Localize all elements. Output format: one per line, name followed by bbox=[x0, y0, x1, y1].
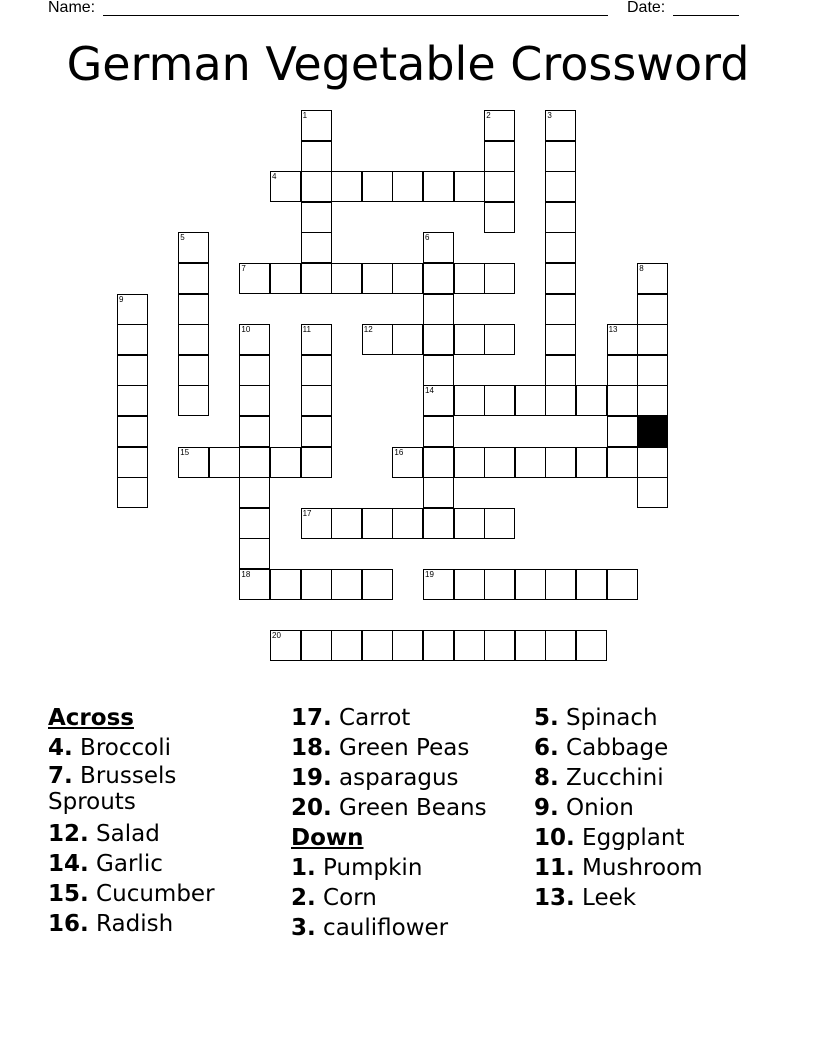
crossword-cell[interactable] bbox=[423, 477, 454, 508]
down-clue-list bbox=[291, 853, 526, 943]
clue-column-1 bbox=[48, 703, 248, 939]
crossword-cell[interactable] bbox=[392, 171, 423, 202]
across-clue-list-continued bbox=[291, 703, 526, 823]
crossword-cell[interactable] bbox=[545, 232, 576, 263]
crossword-cell[interactable] bbox=[117, 385, 148, 416]
crossword-cell[interactable] bbox=[209, 447, 240, 478]
crossword-cell[interactable] bbox=[117, 477, 148, 508]
clue-item-number: 18. bbox=[291, 735, 332, 761]
clue-number: 5 bbox=[180, 233, 185, 243]
crossword-cell[interactable] bbox=[362, 630, 393, 661]
clue-item-text: Broccoli bbox=[72, 735, 172, 761]
crossword-cell[interactable] bbox=[454, 385, 485, 416]
crossword-cell[interactable] bbox=[117, 416, 148, 447]
crossword-cell[interactable] bbox=[239, 538, 270, 569]
clue-item-text: Brussels Sprouts bbox=[48, 763, 177, 815]
clue-column-2 bbox=[291, 703, 526, 943]
clue-number: 14 bbox=[425, 386, 434, 396]
crossword-cell[interactable] bbox=[484, 447, 515, 478]
clue-item-text: Corn bbox=[315, 885, 377, 911]
crossword-cell[interactable] bbox=[423, 385, 454, 416]
crossword-cell[interactable] bbox=[117, 447, 148, 478]
crossword-cell[interactable] bbox=[178, 355, 209, 386]
crossword-cell[interactable] bbox=[607, 416, 638, 447]
clue-item-number: 6. bbox=[534, 735, 559, 761]
crossword-cell[interactable] bbox=[484, 263, 515, 294]
crossword-cell[interactable] bbox=[545, 202, 576, 233]
crossword-cell[interactable] bbox=[545, 263, 576, 294]
crossword-cell[interactable] bbox=[576, 630, 607, 661]
crossword-cell[interactable] bbox=[545, 110, 576, 141]
clue-item-text: Carrot bbox=[331, 705, 411, 731]
crossword-cell[interactable] bbox=[301, 355, 332, 386]
crossword-cell[interactable] bbox=[239, 477, 270, 508]
crossword-cell[interactable] bbox=[178, 324, 209, 355]
crossword-cell[interactable] bbox=[362, 508, 393, 539]
clue-item-text: Onion bbox=[558, 795, 634, 821]
crossword-cell[interactable] bbox=[117, 324, 148, 355]
clue-item-text: asparagus bbox=[331, 765, 459, 791]
clue-item bbox=[48, 879, 248, 909]
crossword-cell[interactable] bbox=[331, 569, 362, 600]
crossword-cell[interactable] bbox=[545, 324, 576, 355]
crossword-cell[interactable] bbox=[270, 630, 301, 661]
crossword-cell[interactable] bbox=[239, 416, 270, 447]
down-heading: Down bbox=[291, 825, 364, 851]
crossword-cell[interactable] bbox=[301, 263, 332, 294]
crossword-cell[interactable] bbox=[423, 569, 454, 600]
clue-number: 3 bbox=[547, 111, 552, 120]
crossword-cell[interactable] bbox=[392, 263, 423, 294]
clue-number: 16 bbox=[394, 447, 404, 457]
clue-item-text: Zucchini bbox=[558, 765, 664, 791]
crossword-cell[interactable] bbox=[545, 355, 576, 386]
crossword-cell[interactable] bbox=[637, 263, 668, 294]
crossword-cell[interactable] bbox=[178, 232, 209, 263]
crossword-cell[interactable] bbox=[301, 569, 332, 600]
clue-item-number: 16. bbox=[48, 911, 89, 937]
crossword-cell[interactable] bbox=[515, 385, 546, 416]
crossword-cell[interactable] bbox=[484, 110, 515, 141]
clue-item-text: Spinach bbox=[558, 705, 658, 731]
crossword-cell[interactable] bbox=[362, 171, 393, 202]
clue-number: 9 bbox=[119, 294, 124, 304]
clue-item-text: Garlic bbox=[88, 851, 163, 877]
crossword-cell[interactable] bbox=[637, 294, 668, 325]
clue-item-text: Cucumber bbox=[88, 881, 215, 907]
clue-item-text: Mushroom bbox=[574, 855, 703, 881]
crossword-cell[interactable] bbox=[484, 508, 515, 539]
crossword-cell[interactable] bbox=[484, 385, 515, 416]
clue-item bbox=[534, 823, 784, 853]
crossword-cell[interactable] bbox=[637, 385, 668, 416]
clue-item bbox=[534, 703, 784, 733]
page-title: German Vegetable Crossword bbox=[66, 37, 750, 91]
crossword-cell[interactable] bbox=[239, 447, 270, 478]
clue-item-text: Green Beans bbox=[331, 795, 487, 821]
crossword-cell[interactable] bbox=[301, 141, 332, 172]
crossword-cell[interactable] bbox=[423, 263, 454, 294]
crossword-cell[interactable] bbox=[178, 385, 209, 416]
clue-item-text: Cabbage bbox=[558, 735, 669, 761]
clue-item-number: 7. bbox=[48, 763, 73, 789]
clue-item-text: Leek bbox=[574, 885, 637, 911]
crossword-cell[interactable] bbox=[515, 447, 546, 478]
clue-item-number: 19. bbox=[291, 765, 332, 791]
crossword-cell[interactable] bbox=[637, 447, 668, 478]
clue-number: 18 bbox=[241, 570, 251, 579]
crossword-cell[interactable] bbox=[423, 447, 454, 478]
clue-item bbox=[48, 763, 248, 815]
clue-item bbox=[534, 733, 784, 763]
clue-number: 20 bbox=[272, 631, 281, 641]
clue-item-text: cauliflower bbox=[315, 915, 449, 941]
clue-item bbox=[534, 883, 784, 913]
crossword-cell[interactable] bbox=[454, 508, 485, 539]
clue-item-number: 2. bbox=[291, 885, 316, 911]
clue-number: 13 bbox=[608, 325, 618, 335]
clue-item-text: Eggplant bbox=[574, 825, 685, 851]
crossword-cell[interactable] bbox=[178, 263, 209, 294]
black-square bbox=[637, 416, 668, 447]
clue-number: 12 bbox=[363, 325, 373, 335]
clue-item bbox=[291, 703, 526, 733]
clue-column-3 bbox=[534, 703, 784, 913]
crossword-cell[interactable] bbox=[392, 630, 423, 661]
crossword-cell[interactable] bbox=[545, 171, 576, 202]
crossword-cell[interactable] bbox=[454, 263, 485, 294]
clue-item-number: 9. bbox=[534, 795, 559, 821]
crossword-cell[interactable] bbox=[301, 202, 332, 233]
crossword-cell[interactable] bbox=[545, 447, 576, 478]
clue-item-text: Pumpkin bbox=[315, 855, 423, 881]
clue-number: 7 bbox=[241, 264, 246, 273]
crossword-cell[interactable] bbox=[178, 294, 209, 325]
clue-item bbox=[291, 853, 526, 883]
clue-number: 15 bbox=[180, 447, 190, 457]
crossword-cell[interactable] bbox=[454, 569, 485, 600]
clue-item bbox=[48, 733, 248, 763]
crossword-cell[interactable] bbox=[239, 569, 270, 600]
clue-item bbox=[291, 763, 526, 793]
down-clue-list-continued bbox=[534, 703, 784, 913]
crossword-cell[interactable] bbox=[545, 630, 576, 661]
crossword-cell[interactable] bbox=[117, 355, 148, 386]
crossword-cell[interactable] bbox=[484, 630, 515, 661]
crossword-cell[interactable] bbox=[484, 569, 515, 600]
crossword-cell[interactable] bbox=[607, 385, 638, 416]
crossword-cell[interactable] bbox=[545, 294, 576, 325]
crossword-cell[interactable] bbox=[301, 385, 332, 416]
clue-item-number: 14. bbox=[48, 851, 89, 877]
crossword-cell[interactable] bbox=[392, 324, 423, 355]
crossword-cell[interactable] bbox=[576, 385, 607, 416]
crossword-cell[interactable] bbox=[545, 569, 576, 600]
crossword-cell[interactable] bbox=[239, 508, 270, 539]
crossword-cell[interactable] bbox=[392, 447, 423, 478]
crossword-cell[interactable] bbox=[270, 171, 301, 202]
crossword-cell[interactable] bbox=[392, 508, 423, 539]
crossword-cell[interactable] bbox=[515, 569, 546, 600]
clue-item-text: Green Peas bbox=[331, 735, 470, 761]
crossword-cell[interactable] bbox=[484, 324, 515, 355]
name-label: Name: bbox=[48, 0, 96, 16]
crossword-cell[interactable] bbox=[301, 110, 332, 141]
crossword-cell[interactable] bbox=[301, 171, 332, 202]
crossword-cell[interactable] bbox=[362, 324, 393, 355]
crossword-cell[interactable] bbox=[239, 385, 270, 416]
crossword-cell[interactable] bbox=[423, 508, 454, 539]
clue-item-number: 11. bbox=[534, 855, 575, 881]
crossword-cell[interactable] bbox=[515, 630, 546, 661]
clue-item-number: 10. bbox=[534, 825, 575, 851]
crossword-cell[interactable] bbox=[607, 324, 638, 355]
clue-item-text: Salad bbox=[88, 821, 160, 847]
clue-item-number: 15. bbox=[48, 881, 89, 907]
crossword-cell[interactable] bbox=[454, 447, 485, 478]
crossword-cell[interactable] bbox=[239, 324, 270, 355]
clue-number: 17 bbox=[302, 508, 312, 518]
crossword-cell[interactable] bbox=[270, 569, 301, 600]
crossword-cell[interactable] bbox=[423, 416, 454, 447]
across-heading: Across bbox=[48, 705, 134, 731]
crossword-cell[interactable] bbox=[454, 630, 485, 661]
clue-number: 4 bbox=[272, 172, 277, 182]
clue-number: 19 bbox=[425, 570, 434, 579]
crossword-cell[interactable] bbox=[301, 232, 332, 263]
clue-item bbox=[534, 793, 784, 823]
crossword-cell[interactable] bbox=[117, 294, 148, 325]
crossword-cell[interactable] bbox=[484, 171, 515, 202]
crossword-cell[interactable] bbox=[331, 171, 362, 202]
clue-item-number: 20. bbox=[291, 795, 332, 821]
crossword-cell[interactable] bbox=[178, 447, 209, 478]
crossword-cell[interactable] bbox=[423, 232, 454, 263]
crossword-cell[interactable] bbox=[484, 141, 515, 172]
crossword-cell[interactable] bbox=[331, 630, 362, 661]
clue-item-number: 1. bbox=[291, 855, 316, 881]
clue-item bbox=[291, 883, 526, 913]
crossword-cell[interactable] bbox=[270, 447, 301, 478]
crossword-cell[interactable] bbox=[637, 355, 668, 386]
crossword-cell[interactable] bbox=[423, 630, 454, 661]
crossword-cell[interactable] bbox=[362, 263, 393, 294]
crossword-cell[interactable] bbox=[607, 569, 638, 600]
crossword-cell[interactable] bbox=[637, 477, 668, 508]
clue-number: 6 bbox=[425, 233, 430, 243]
date-label: Date: bbox=[627, 0, 666, 16]
clue-item bbox=[291, 913, 526, 943]
clue-item bbox=[48, 909, 248, 939]
crossword-cell[interactable] bbox=[270, 263, 301, 294]
crossword-cell[interactable] bbox=[423, 294, 454, 325]
clue-number: 8 bbox=[639, 264, 644, 273]
crossword-cell[interactable] bbox=[301, 508, 332, 539]
crossword-cell[interactable] bbox=[239, 263, 270, 294]
clue-item bbox=[534, 763, 784, 793]
crossword-cell[interactable] bbox=[576, 447, 607, 478]
clue-item-number: 4. bbox=[48, 735, 73, 761]
across-clue-list bbox=[48, 733, 248, 939]
clue-number: 11 bbox=[302, 325, 311, 335]
crossword-cell[interactable] bbox=[423, 324, 454, 355]
clue-item-number: 13. bbox=[534, 885, 575, 911]
clue-number: 10 bbox=[241, 325, 251, 335]
crossword-cell[interactable] bbox=[331, 263, 362, 294]
crossword-cell[interactable] bbox=[301, 447, 332, 478]
clue-number: 2 bbox=[486, 111, 491, 120]
crossword-cell[interactable] bbox=[423, 355, 454, 386]
crossword-cell[interactable] bbox=[607, 355, 638, 386]
clue-item bbox=[48, 819, 248, 849]
crossword-cell[interactable] bbox=[576, 569, 607, 600]
crossword-cell[interactable] bbox=[301, 324, 332, 355]
clue-item bbox=[291, 793, 526, 823]
crossword-cell[interactable] bbox=[484, 202, 515, 233]
clue-item-number: 5. bbox=[534, 705, 559, 731]
crossword-cell[interactable] bbox=[301, 416, 332, 447]
crossword-cell[interactable] bbox=[423, 171, 454, 202]
clue-item-text: Radish bbox=[88, 911, 174, 937]
clue-item bbox=[534, 853, 784, 883]
clue-item bbox=[291, 733, 526, 763]
crossword-cell[interactable] bbox=[545, 141, 576, 172]
clue-number: 1 bbox=[302, 111, 308, 120]
clue-item-number: 17. bbox=[291, 705, 332, 731]
crossword-cell[interactable] bbox=[607, 447, 638, 478]
crossword-cell[interactable] bbox=[362, 569, 393, 600]
crossword-cell[interactable] bbox=[637, 324, 668, 355]
crossword-cell[interactable] bbox=[454, 324, 485, 355]
clue-item-number: 12. bbox=[48, 821, 89, 847]
crossword-cell[interactable] bbox=[331, 508, 362, 539]
clue-item-number: 8. bbox=[534, 765, 559, 791]
clue-item bbox=[48, 849, 248, 879]
crossword-cell[interactable] bbox=[545, 385, 576, 416]
crossword-cell[interactable] bbox=[454, 171, 485, 202]
clue-item-number: 3. bbox=[291, 915, 316, 941]
crossword-cell[interactable] bbox=[301, 630, 332, 661]
crossword-cell[interactable] bbox=[239, 355, 270, 386]
